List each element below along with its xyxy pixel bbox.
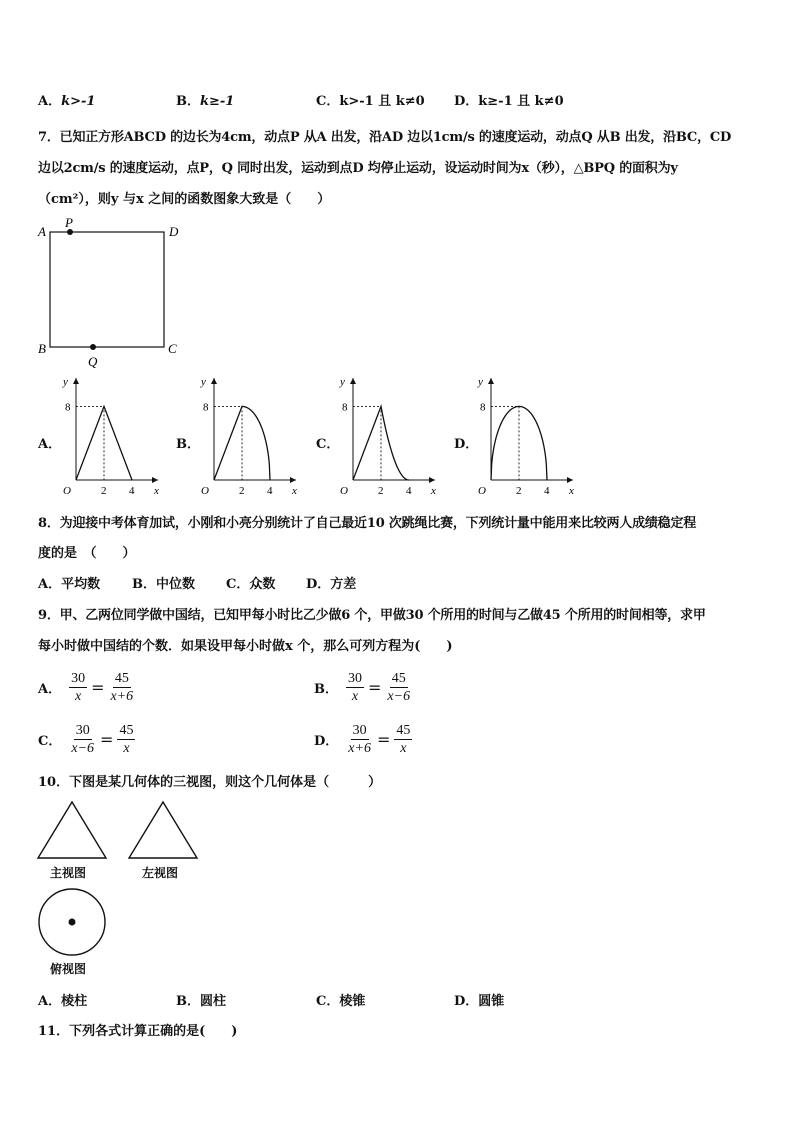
front-view-label: 主视图 <box>50 866 87 880</box>
q10-option-d: D．圆锥 <box>454 994 505 1009</box>
q10-option-c: C．棱锥 <box>316 994 366 1009</box>
q7-graph-b <box>196 372 306 497</box>
q6-option-a <box>38 90 95 109</box>
q9-option-c <box>38 722 135 757</box>
q7-graph-a <box>58 372 168 497</box>
q7-graph-c <box>335 372 445 497</box>
q7-graph-option-a-letter: A． <box>38 437 62 452</box>
q7-stem-line3: （cm²），则y 与x 之间的函数图象大致是（ ） <box>38 192 331 207</box>
q6-option-a-letter: A． <box>38 94 62 109</box>
q10-option-b: B．圆柱 <box>176 994 226 1009</box>
y-axis-arrow <box>488 378 494 384</box>
x-tick-label-4: 4 <box>129 485 135 497</box>
label-d: D <box>169 224 179 239</box>
fraction-left: $\frac{30}{x}$ <box>348 671 362 704</box>
y-axis-arrow <box>73 378 79 384</box>
equals-sign: = <box>368 678 382 697</box>
left-view-triangle <box>127 800 199 862</box>
q9-option-b <box>314 670 412 705</box>
label-p: P <box>65 215 73 230</box>
q6-option-a-text: k>-1 <box>61 94 96 109</box>
x-axis-arrow <box>152 477 158 483</box>
x-tick-label-4: 4 <box>406 485 412 497</box>
equals-sign: = <box>376 730 391 749</box>
y-axis-arrow <box>350 378 356 384</box>
label-q: Q <box>88 354 98 369</box>
q9-option-b-letter: B． <box>314 682 338 697</box>
q9-stem-line2: 每小时做中国结的个数．如果设甲每小时做x 个，那么可列方程为( ) <box>38 639 453 654</box>
q6-option-c-text: k>-1 且 k≠0 <box>339 94 425 109</box>
fraction-right: $\frac{45}{x}$ <box>119 723 134 756</box>
origin-label: O <box>478 485 486 497</box>
q8-option-c: C．众数 <box>226 577 276 592</box>
origin-label: O <box>63 485 71 497</box>
x-tick-label-2: 2 <box>378 485 384 497</box>
q7-graph-option-d-letter: D． <box>454 437 479 452</box>
y-tick-label: 8 <box>65 401 71 414</box>
q7-graph-option-c-letter: C． <box>316 437 340 452</box>
q7-stem-line2: 边以2cm/s 的速度运动，点P，Q 同时出发，运动到点D 均停止运动，设运动时间为x（秒），△BPQ 的面积为y <box>38 161 678 176</box>
equals-sign: = <box>91 678 105 697</box>
q6-option-b-letter: B． <box>176 94 200 109</box>
q8-option-b: B．中位数 <box>132 577 195 592</box>
q8-option-a: A．平均数 <box>38 577 101 592</box>
label-b: B <box>38 341 46 356</box>
y-axis-label: y <box>63 376 68 388</box>
top-view-circle <box>36 886 108 958</box>
label-a: A <box>38 224 46 239</box>
q6-option-b-text: k≥-1 <box>200 94 235 109</box>
origin-label: O <box>201 485 209 497</box>
fraction-right: $\frac{45}{x+6}$ <box>110 671 134 704</box>
x-axis-arrow <box>429 477 435 483</box>
fraction-left: $\frac{30}{x+6}$ <box>348 723 371 756</box>
x-tick-label-2: 2 <box>516 485 522 497</box>
fraction-right: $\frac{45}{x-6}$ <box>387 671 411 704</box>
y-axis-arrow <box>211 378 217 384</box>
x-axis-arrow <box>567 477 573 483</box>
q7-graph-d <box>473 372 583 497</box>
y-tick-label: 8 <box>480 401 486 414</box>
q9-stem-line1: 9．甲、乙两位同学做中国结，已知甲每小时比乙少做6 个，甲做30 个所用的时间与乙做45 个所用的时间相等，求甲 <box>38 608 706 623</box>
q6-option-b <box>176 90 234 109</box>
x-axis-label: x <box>431 485 436 497</box>
left-view-label: 左视图 <box>142 866 179 880</box>
q8-stem-line1: 8．为迎接中考体育加试，小刚和小亮分别统计了自己最近10 次跳绳比赛，下列统计量中能用来比较两人成绩稳定程 <box>38 516 697 531</box>
x-axis-label: x <box>292 485 297 497</box>
fraction-right: $\frac{45}{x}$ <box>396 723 411 756</box>
q6-option-d-text: k≥-1 且 k≠0 <box>478 94 564 109</box>
q6-option-d <box>454 90 564 109</box>
q6-option-d-letter: D． <box>454 94 479 109</box>
label-c: C <box>168 341 177 356</box>
q6-option-c <box>316 90 425 109</box>
front-view-triangle <box>36 800 108 862</box>
q10-option-a: A．棱柱 <box>38 994 88 1009</box>
q8-option-d: D．方差 <box>306 577 357 592</box>
fraction-left: $\frac{30}{x}$ <box>71 671 86 704</box>
x-tick-label-2: 2 <box>101 485 107 497</box>
q9-option-d <box>314 722 412 757</box>
equals-sign: = <box>100 730 114 749</box>
q7-square-figure <box>30 215 190 370</box>
x-tick-label-4: 4 <box>544 485 550 497</box>
y-axis-label: y <box>340 376 345 388</box>
q9-option-a-letter: A． <box>38 682 62 697</box>
q9-option-d-letter: D． <box>314 734 339 749</box>
q6-option-c-letter: C． <box>316 94 340 109</box>
q7-stem-line1: 7．已知正方形ABCD 的边长为4cm，动点P 从A 出发，沿AD 边以1cm/s 的速度运动，动点Q 从B 出发，沿BC，CD <box>38 130 732 145</box>
q11-stem-line1: 11．下列各式计算正确的是( ) <box>38 1024 238 1039</box>
top-view-label: 俯视图 <box>50 962 87 976</box>
y-axis-label: y <box>201 376 206 388</box>
x-axis-label: x <box>569 485 574 497</box>
q10-stem-line1: 10．下图是某几何体的三视图，则这个几何体是（ ） <box>38 775 382 790</box>
point-q <box>90 344 96 350</box>
q9-option-a <box>38 670 135 705</box>
q9-option-c-letter: C． <box>38 734 62 749</box>
x-axis-arrow <box>290 477 296 483</box>
x-tick-label-4: 4 <box>267 485 273 497</box>
y-tick-label: 8 <box>203 401 209 414</box>
y-axis-label: y <box>478 376 483 388</box>
fraction-left: $\frac{30}{x-6}$ <box>71 723 95 756</box>
q8-stem-line2: 度的是 （ ） <box>38 546 136 561</box>
origin-label: O <box>340 485 348 497</box>
x-axis-label: x <box>154 485 159 497</box>
y-tick-label: 8 <box>342 401 348 414</box>
x-tick-label-2: 2 <box>239 485 245 497</box>
q7-graph-option-b-letter: B． <box>176 437 200 452</box>
